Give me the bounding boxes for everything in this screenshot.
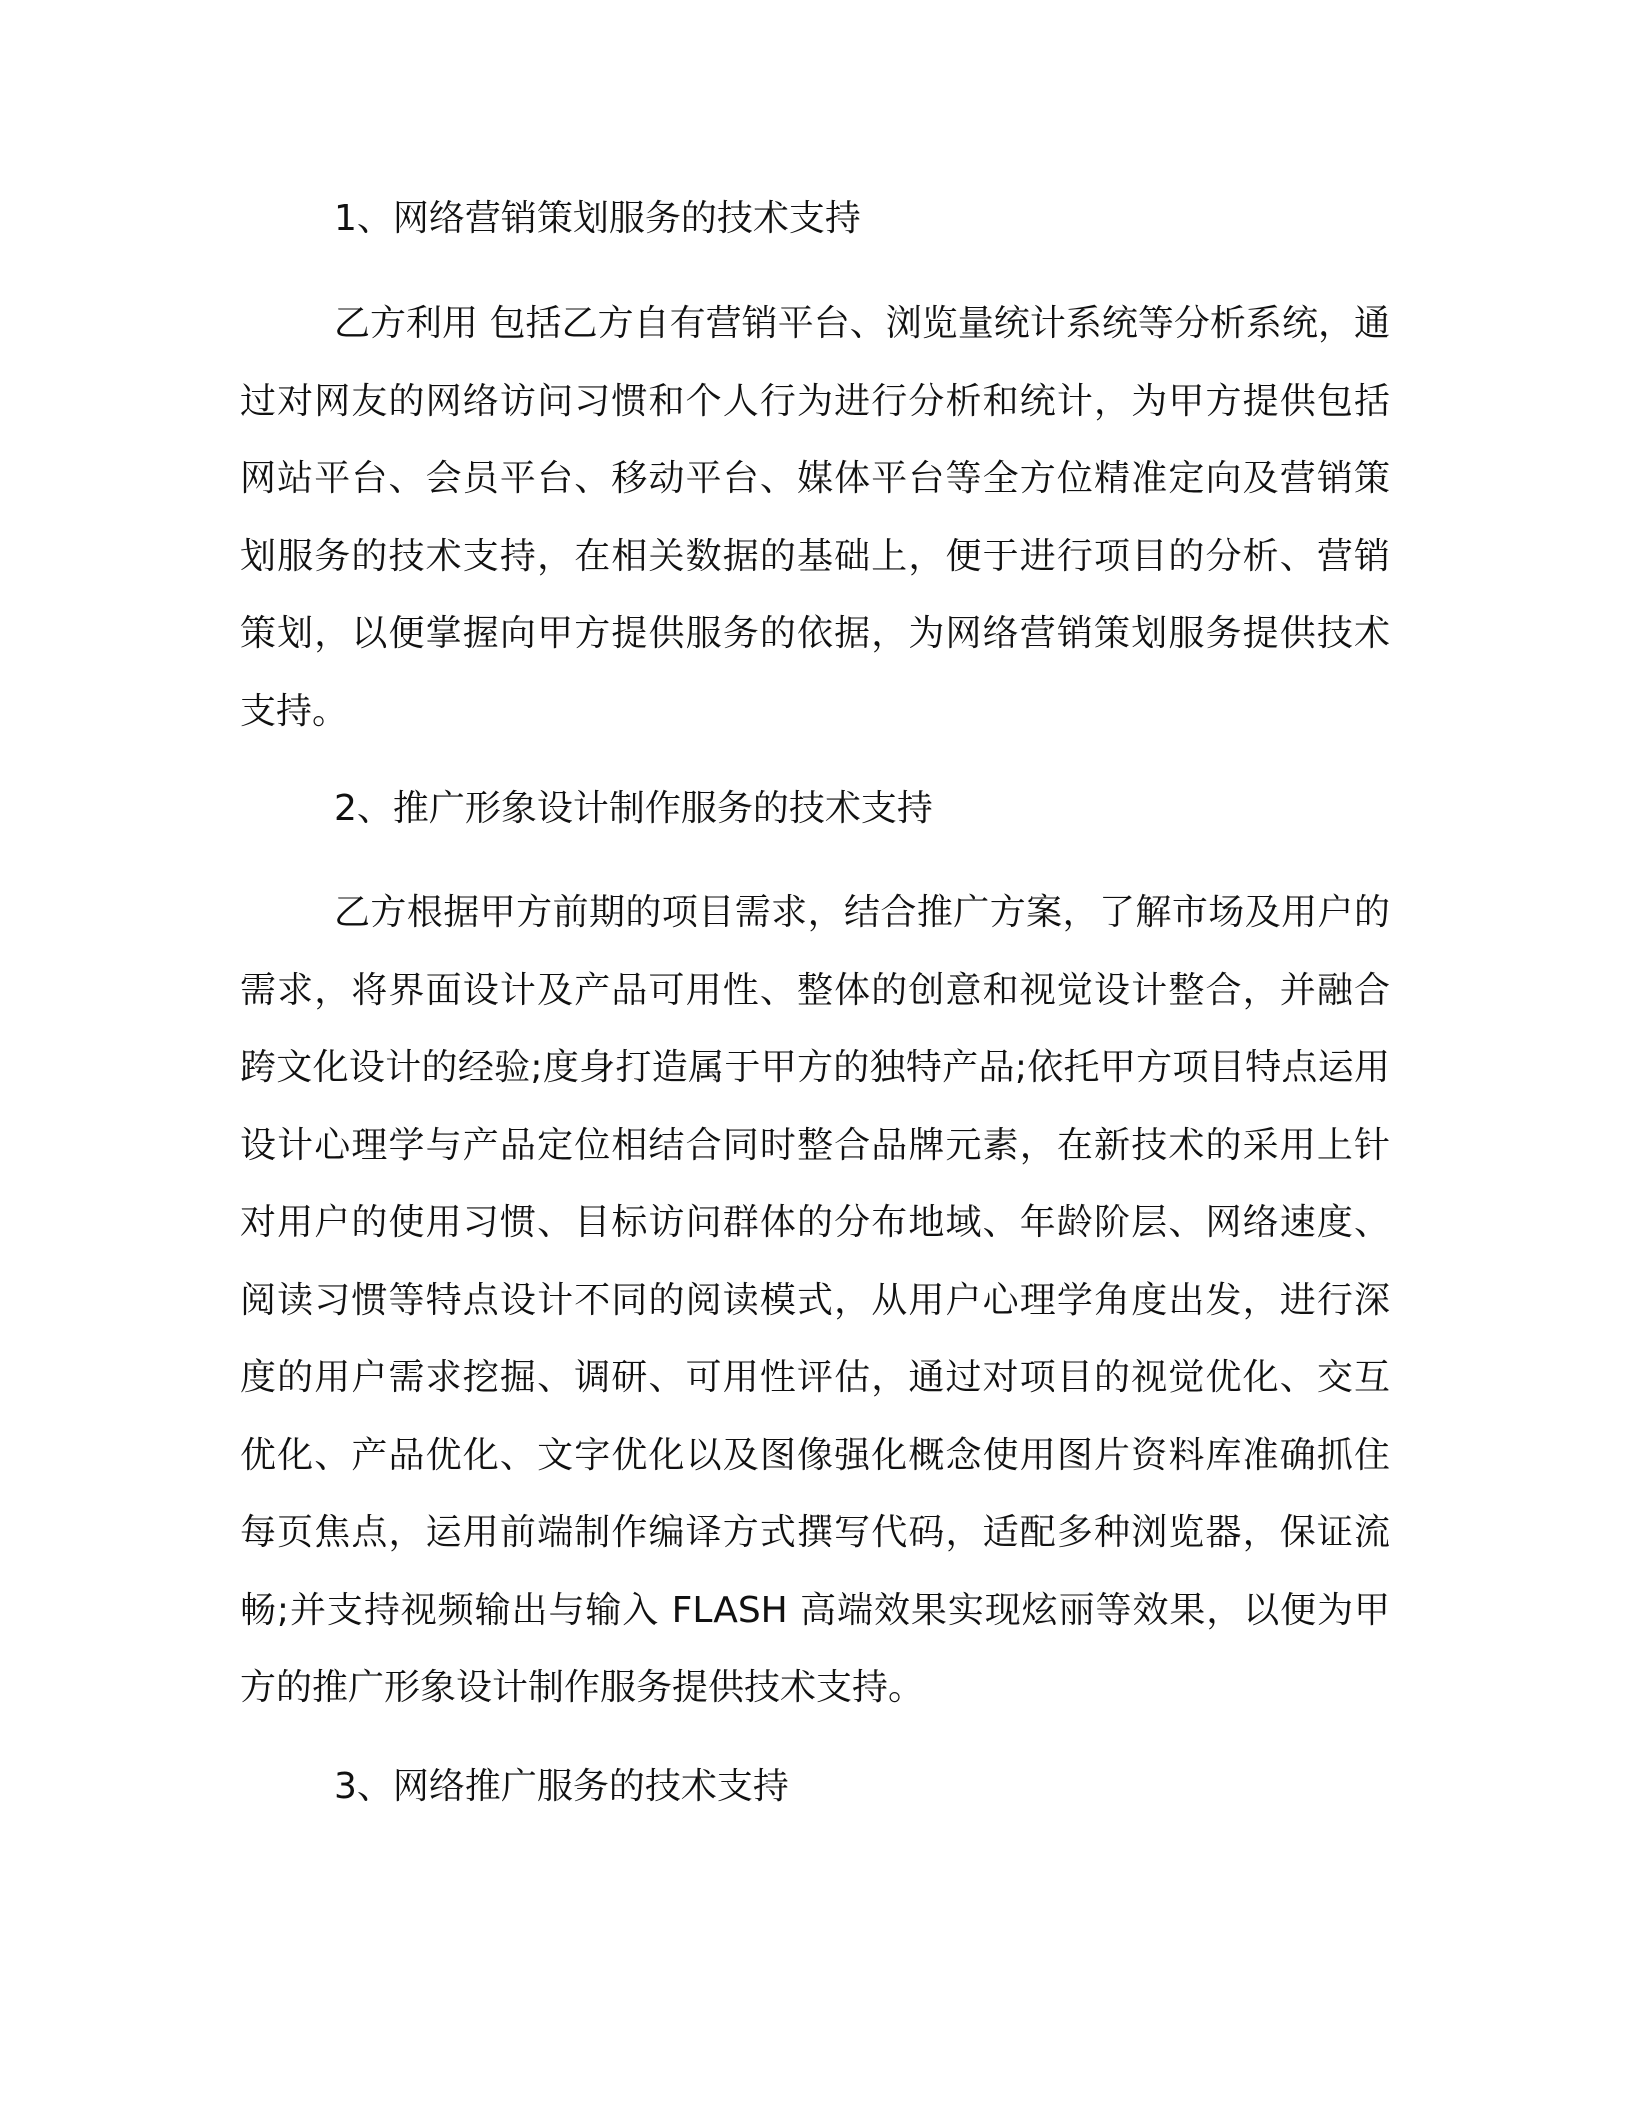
section-2-paragraph: 乙方根据甲方前期的项目需求，结合推广方案，了解市场及用户的需求，将界面设计及产品可用性、整体的创意和视觉设计整合，并融合跨文化设计的经验;度身打造属于甲方的独特产品;依托甲方项目特点运用设计心理学与产品定位相结合同时整合品牌元素，在新技术的采用上针对用户的使用习惯、目标访问群体的分布地域、年龄阶层、网络速度、阅读习惯等特点设计不同的阅读模式，从用户心理学角度出发，进行深度的用户需求挖掘、调研、可用性评估，通过对项目的视觉优化、交互优化、产品优化、文字优化以及图像强化概念使用图片资料库准确抓住每页焦点，运用前端制作编译方式撰写代码，适配多种浏览器，保证流畅;并支持视频输出与输入 FLASH 高端效果实现炫丽等效果，以便为甲方的推广形象设计制作服务提供技术支持。 xyxy=(240,892,1390,1708)
section-1-paragraph: 乙方利用 包括乙方自有营销平台、浏览量统计系统等分析系统，通过对网友的网络访问习惯和个人行为进行分析和统计，为甲方提供包括网站平台、会员平台、移动平台、媒体平台等全方位精准定向及营销策划服务的技术支持，在相关数据的基础上，便于进行项目的分析、营销策划，以便掌握向甲方提供服务的依据，为网络营销策划服务提供技术支持。 xyxy=(240,303,1390,732)
section-1-heading: 1、网络营销策划服务的技术支持 xyxy=(334,198,861,239)
section-3-heading: 3、网络推广服务的技术支持 xyxy=(334,1766,789,1807)
section-2-heading: 2、推广形象设计制作服务的技术支持 xyxy=(334,788,933,829)
